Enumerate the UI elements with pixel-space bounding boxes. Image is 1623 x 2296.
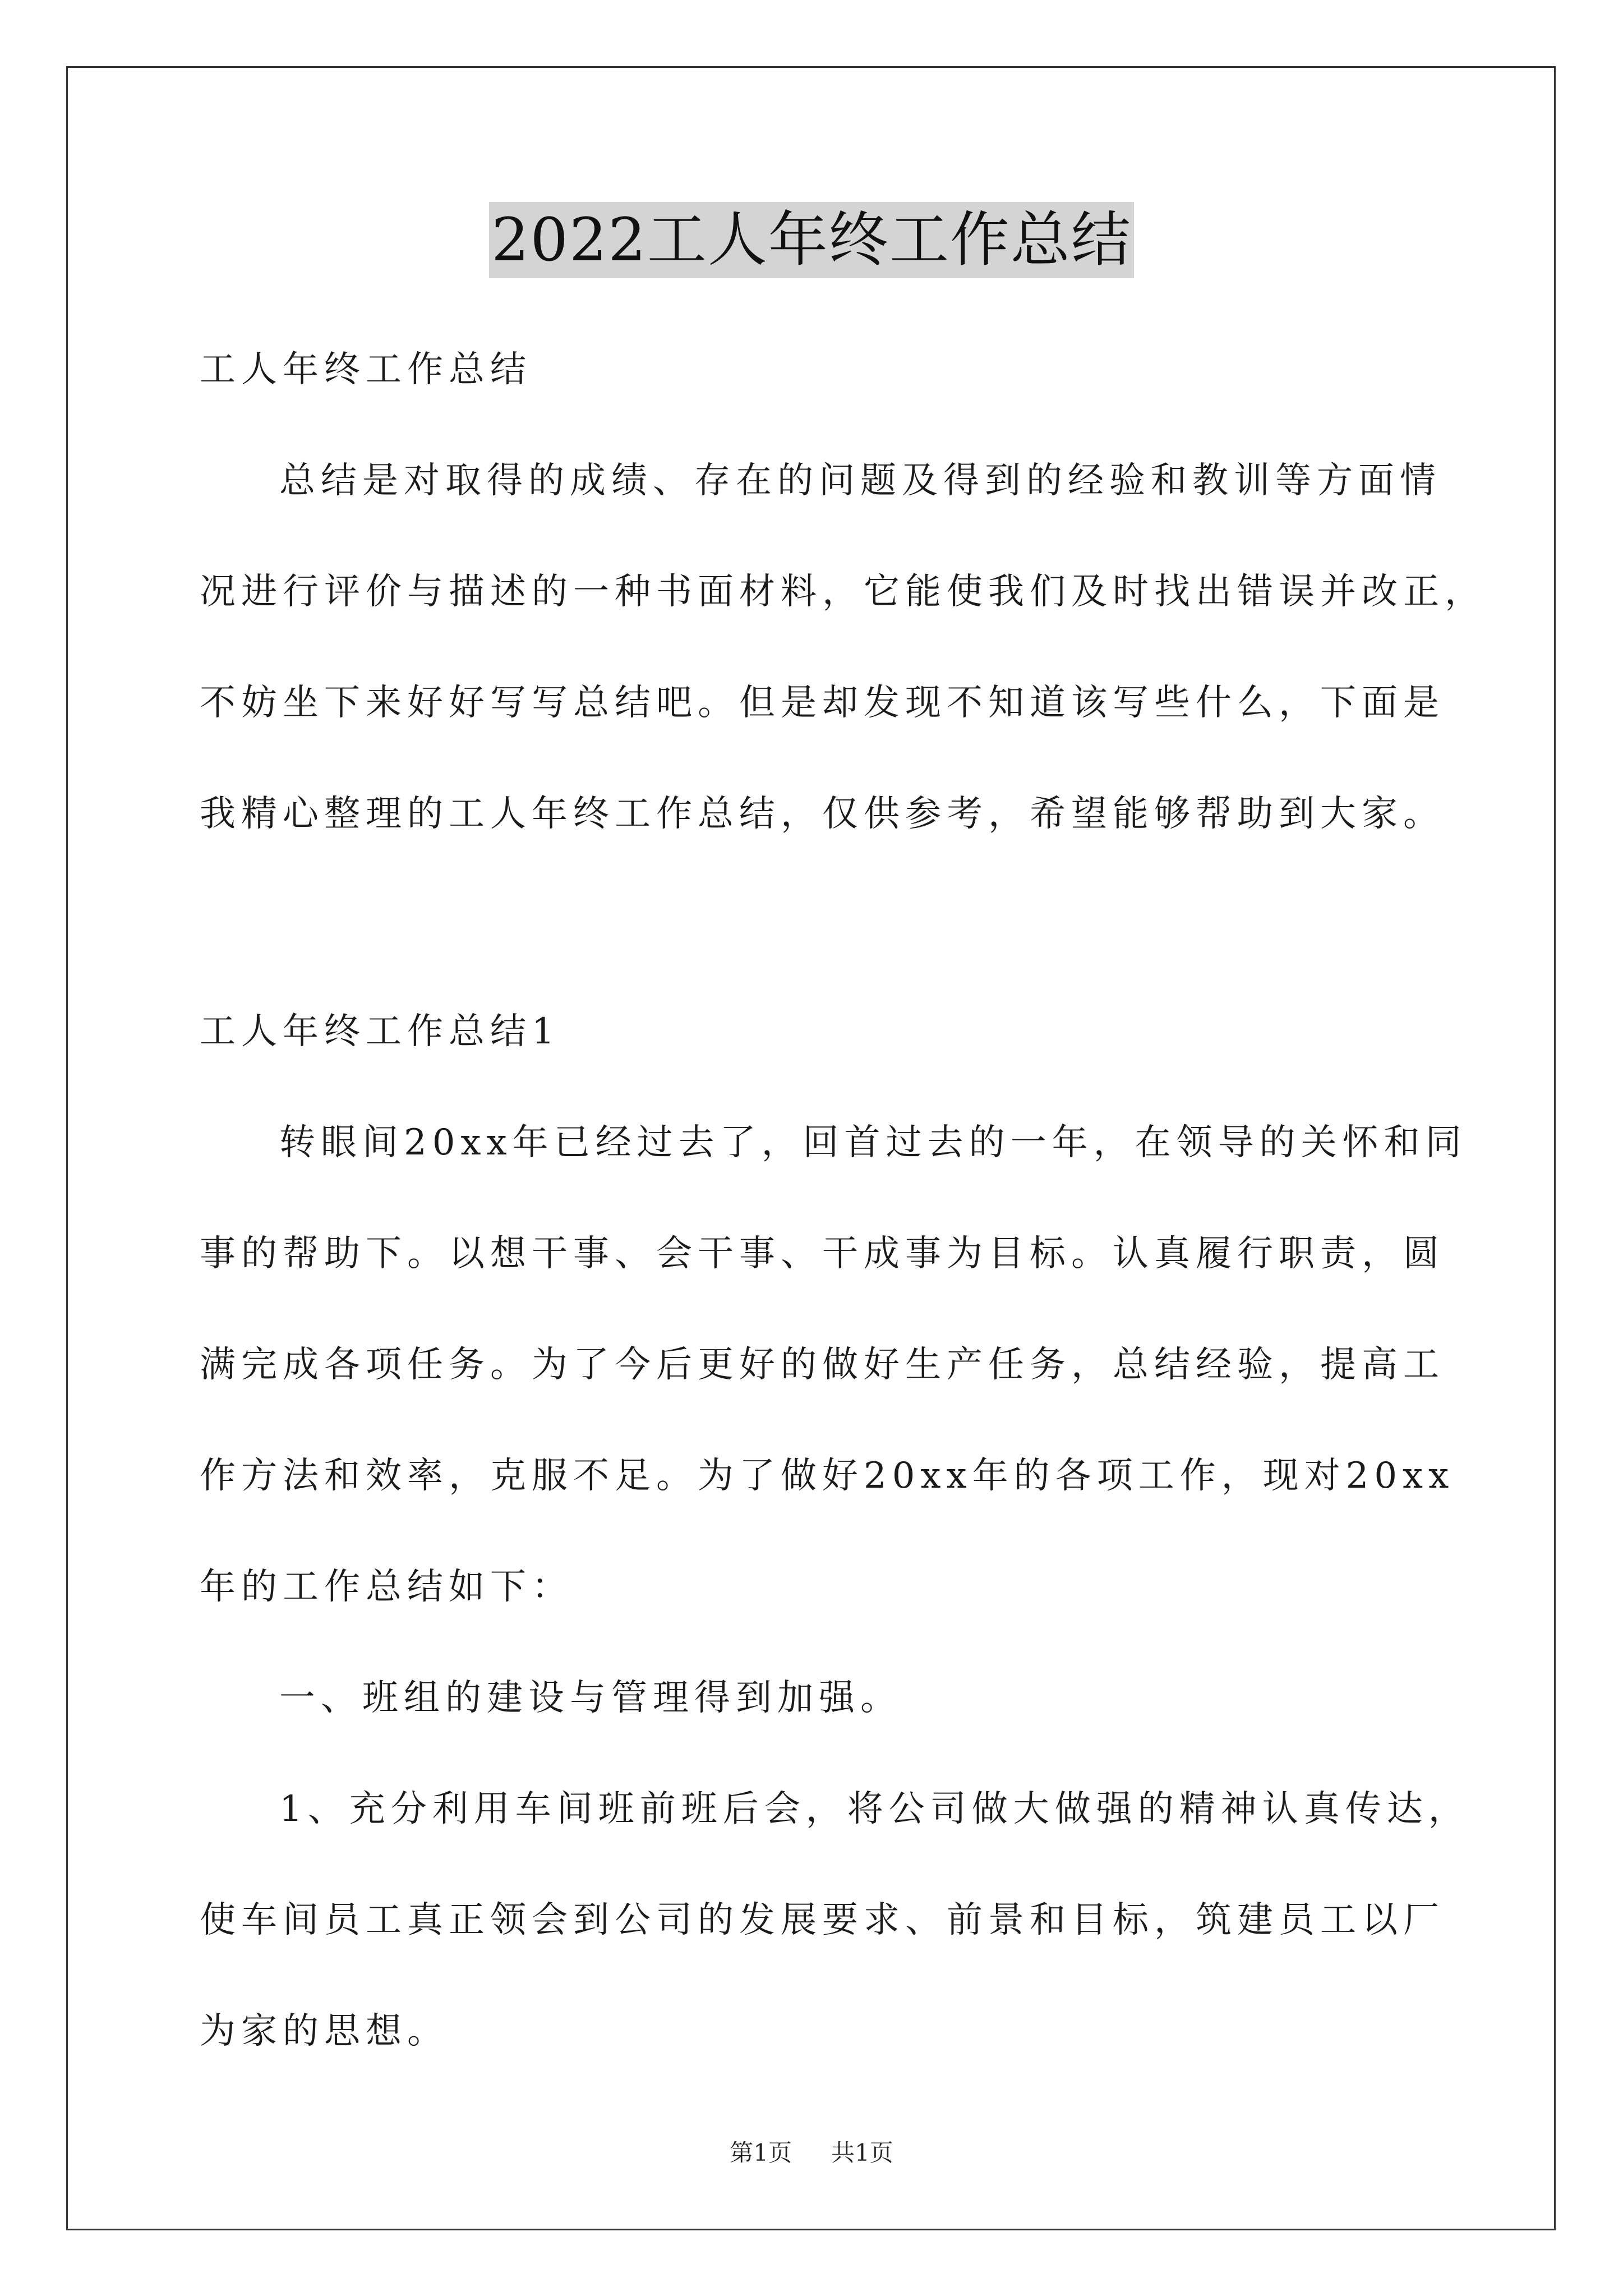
document-title: 2022工人年终工作总结: [489, 202, 1134, 278]
paragraph-line: 不妨坐下来好好写写总结吧。但是却发现不知道该写些什么，下面是: [200, 682, 1445, 724]
paragraph-line: 况进行评价与描述的一种书面材料，它能使我们及时找出错误并改正，: [200, 571, 1486, 613]
paragraph-line: 一、班组的建设与管理得到加强。: [279, 1677, 902, 1719]
paragraph-line: 作方法和效率，克服不足。为了做好20xx年的各项工作，现对20xx: [200, 1455, 1455, 1497]
paragraph-line: 为家的思想。: [200, 2010, 449, 2052]
paragraph-line: 使车间员工真正领会到公司的发展要求、前景和目标，筑建员工以厂: [200, 1899, 1445, 1941]
paragraph-line: 事的帮助下。以想干事、会干事、干成事为目标。认真履行职责，圆: [200, 1233, 1445, 1274]
paragraph-line: 1、充分利用车间班前班后会，将公司做大做强的精神认真传达，: [279, 1788, 1470, 1830]
paragraph-line: 总结是对取得的成绩、存在的问题及得到的经验和教训等方面情: [279, 460, 1441, 501]
section-heading: 工人年终工作总结: [200, 349, 532, 390]
paragraph-line: 我精心整理的工人年终工作总结，仅供参考，希望能够帮助到大家。: [200, 793, 1445, 835]
title-container: [0, 202, 1623, 278]
page-number-current: 第1页: [730, 2139, 792, 2166]
document-body: [200, 314, 1486, 2087]
page-footer: [0, 2137, 1623, 2169]
paragraph-gap: [200, 869, 1433, 976]
page-number-total: 共1页: [831, 2139, 893, 2166]
paragraph-line: 年的工作总结如下：: [200, 1566, 573, 1608]
section-heading: 工人年终工作总结1: [200, 1011, 560, 1052]
paragraph-line: 转眼间20xx年已经过去了，回首过去的一年，在领导的关怀和同: [279, 1122, 1467, 1163]
paragraph-line: 满完成各项任务。为了今后更好的做好生产任务，总结经验，提高工: [200, 1344, 1445, 1386]
